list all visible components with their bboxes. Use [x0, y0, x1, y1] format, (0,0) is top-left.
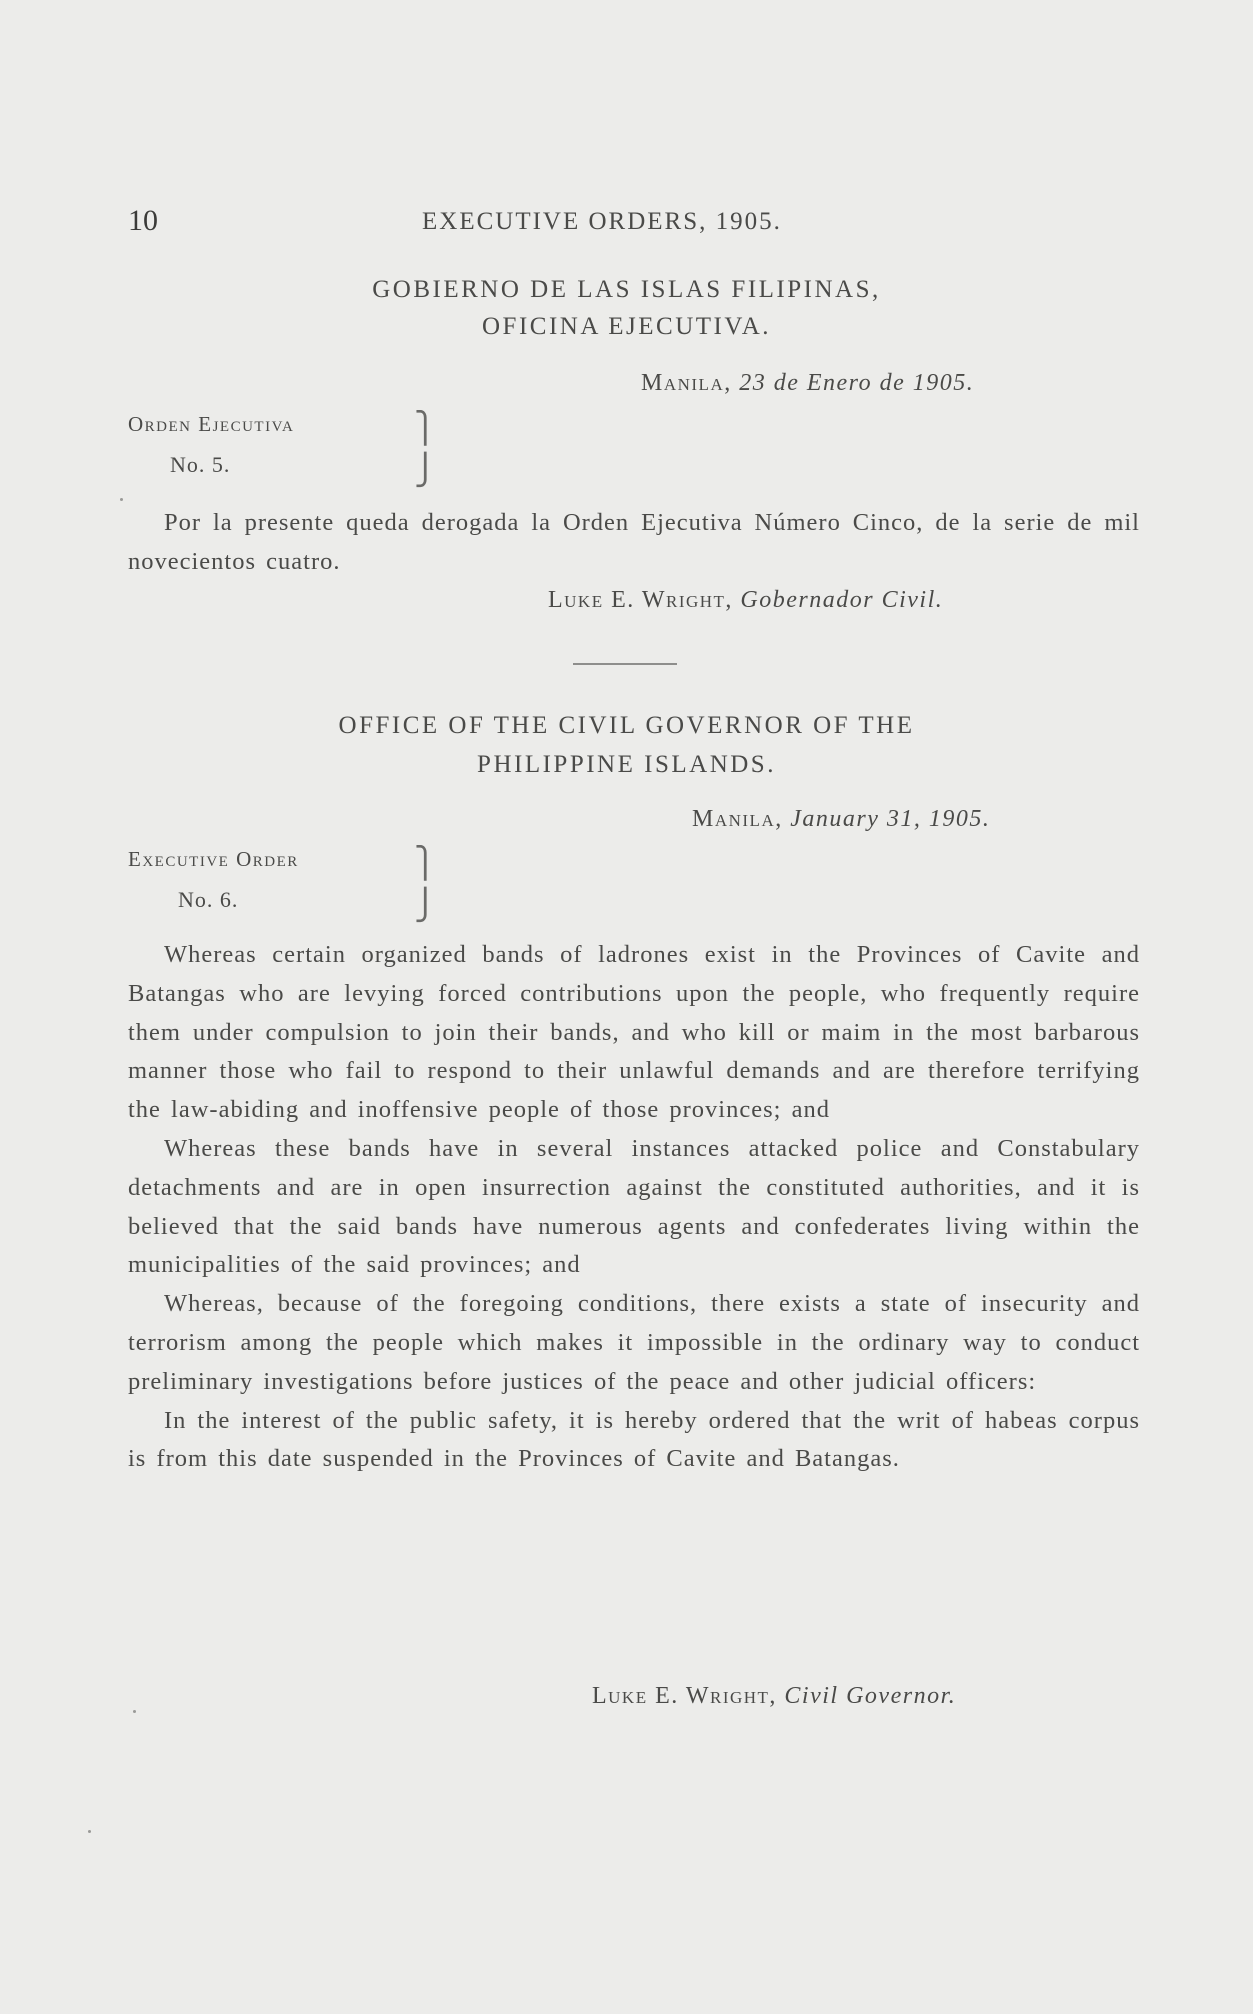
order6-title-line2: PHILIPPINE ISLANDS.	[477, 751, 776, 778]
order6-paragraph: Whereas certain organized bands of ladrones exist in the Provinces of Cavite and Batangas who are levying forced contributions upon the people, who frequently require them under compulsion to join their bands, and who kill or maim in the most barbarous manner those who fail to respond to their unlawful demands and are therefore terrifying the law-abiding and inoffensive people of those provinces; and	[128, 941, 1140, 1124]
order6-paragraph: Whereas, because of the foregoing conditions, there exists a state of insecurity and terrorism among the people which makes it impossible in the ordinary way to conduct preliminary investigations before justices of the peace and other judicial officers:	[128, 1290, 1140, 1395]
order6-brace: ⎫ ⎭	[414, 847, 437, 922]
order6-number: No. 6.	[178, 887, 239, 912]
order6-signer-title: Civil Governor.	[784, 1683, 957, 1709]
order5-paragraph: Por la presente queda derogada la Orden Ejecutiva Número Cinco, de la serie de mil novecientos cuatro.	[128, 509, 1140, 575]
order5-title-line2: OFICINA EJECUTIVA.	[482, 313, 771, 340]
page-number: 10	[128, 204, 158, 237]
order6-body	[128, 936, 1140, 1479]
order5-brace: ⎫ ⎭	[414, 412, 437, 487]
order5-place: Manila,	[641, 370, 732, 396]
order5-label: Orden Ejecutiva	[128, 412, 295, 436]
scan-speck	[133, 1710, 136, 1713]
order5-title-line1: GOBIERNO DE LAS ISLAS FILIPINAS,	[372, 276, 881, 303]
scan-speck	[120, 498, 123, 501]
order6-title-line1: OFFICE OF THE CIVIL GOVERNOR OF THE	[338, 712, 915, 739]
section-divider	[573, 663, 677, 665]
order6-place: Manila,	[692, 806, 783, 832]
order6-signer: Luke E. Wright,	[592, 1683, 777, 1709]
order5-number: No. 5.	[170, 452, 231, 477]
running-head: EXECUTIVE ORDERS, 1905.	[422, 208, 782, 235]
order6-paragraph: In the interest of the public safety, it is hereby ordered that the writ of habeas corpus is from this date suspended in the Provinces of Cavite and Batangas.	[128, 1406, 1140, 1473]
order6-date: January 31, 1905.	[790, 806, 991, 832]
order6-label: Executive Order	[128, 847, 299, 871]
order6-dateline	[692, 806, 990, 833]
order5-body	[128, 504, 1140, 582]
order6-paragraph: Whereas these bands have in several instances attacked police and Constabulary detachments and are in open insurrection against the constituted authorities, and it is believed that the said bands have numerous agents and confederates living within the municipalities of the said provinces; and	[128, 1134, 1140, 1279]
order5-dateline	[641, 370, 974, 397]
order5-date: 23 de Enero de 1905.	[739, 370, 975, 396]
order5-signer-title: Gobernador Civil.	[740, 587, 944, 613]
order5-signer: Luke E. Wright,	[548, 587, 733, 613]
order5-signature	[548, 587, 943, 614]
scan-speck	[88, 1830, 91, 1833]
order6-signature	[592, 1683, 956, 1710]
